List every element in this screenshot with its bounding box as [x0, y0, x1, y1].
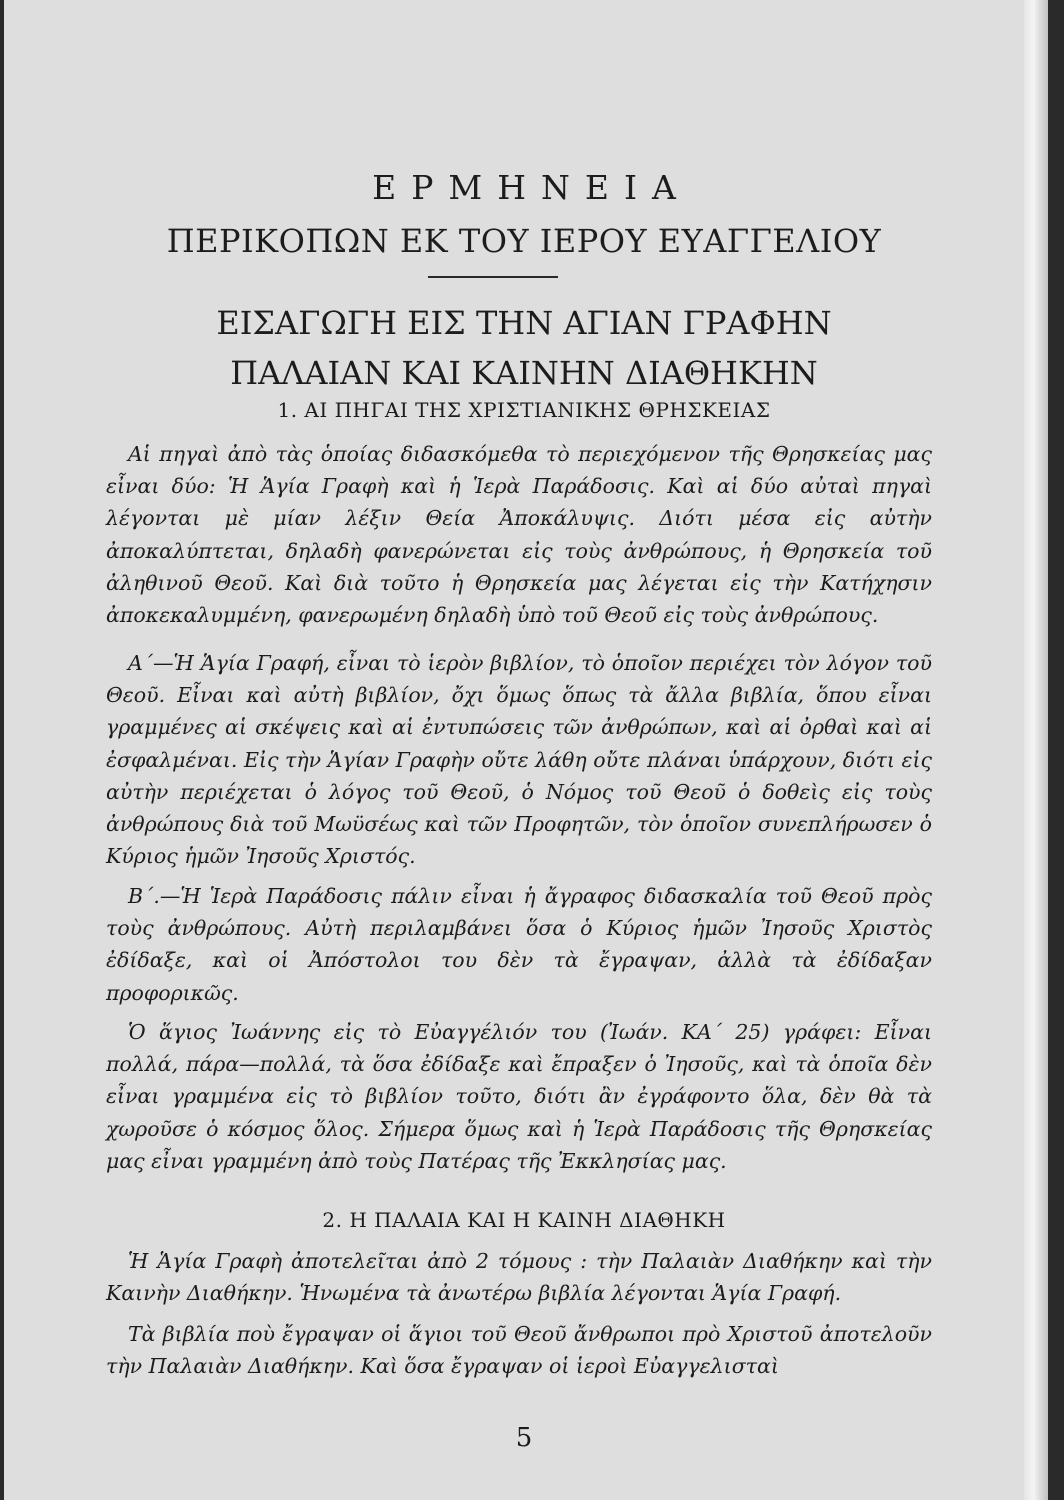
- paragraph: Β΄.—Ἡ Ἱερὰ Παράδοσις πάλιν εἶναι ἡ ἄγραφος διδασκαλία τοῦ Θεοῦ πρὸς τοὺς ἀνθρώπους. Αὐτὴ περιλαμβάνει ὅσα ὁ Κύριος ἡμῶν Ἰησοῦς Χριστὸς ἐδίδαξε, καὶ οἱ Ἀπόστολοι του δὲν τὰ ἔγραψαν, ἀλλὰ τὰ ἐδίδαξαν προφορικῶς.: [106, 884, 932, 1005]
- paragraph: Α΄—Ἡ Ἁγία Γραφή, εἶναι τὸ ἱερὸν βιβλίον, τὸ ὁποῖον περιέχει τὸν λόγον τοῦ Θεοῦ. Εἶναι καὶ αὐτὴ βιβλίον, ὄχι ὅμως ὅπως τὰ ἄλλα βιβλία, ὅπου εἶναι γραμμένες αἱ σκέψεις καὶ αἱ ἐντυπώσεις τῶν ἀνθρώπων, καὶ αἱ ὀρθαὶ καὶ αἱ ἐσφαλμέναι. Εἰς τὴν Ἁγίαν Γραφὴν οὔτε λάθη οὔτε πλάναι ὑπάρχουν, διότι εἰς αὐτὴν περιέχεται ὁ λόγος τοῦ Θεοῦ, ὁ Νόμος τοῦ Θεοῦ ὁ δοθεὶς εἰς τοὺς ἀνθρώπους διὰ τοῦ Μωϋσέως καὶ τῶν Προφητῶν, τὸν ὁποῖον συνεπλήρωσεν ὁ Κύριος ἡμῶν Ἰησοῦς Χριστός.: [106, 651, 932, 869]
- paragraph: Ὁ ἅγιος Ἰωάννης εἰς τὸ Εὐαγγέλιόν του (Ἰωάν. ΚΑ΄ 25) γράφει: Εἶναι πολλά, πάρα—πολλά, τὰ ὅσα ἐδίδαξε καὶ ἔπραξεν ὁ Ἰησοῦς, καὶ τὰ ὁποῖα δὲν εἶναι γραμμένα εἰς τὸ βιβλίον τοῦτο, διότι ἂν ἐγράφοντο ὅλα, δὲν θὰ τὰ χωροῦσε ὁ κόσμος ὅλος. Σήμερα ὅμως καὶ ἡ Ἱερὰ Παράδοσις τῆς Θρησκείας μας εἶναι γραμμένη ἀπὸ τοὺς Πατέρας τῆς Ἐκκλησίας μας.: [106, 1020, 932, 1173]
- intro-subtitle: ΠΑΛΑΙΑΝ ΚΑΙ ΚΑΙΝΗΝ ΔΙΑΘΗΚΗΝ: [230, 354, 818, 392]
- page-subtitle: ΠΕΡΙΚΟΠΩΝ ΕΚ ΤΟΥ ΙΕΡΟΥ ΕΥΑΓΓΕΛΙΟΥ: [166, 222, 882, 260]
- paragraph: Ἡ Ἁγία Γραφὴ ἀποτελεῖται ἀπὸ 2 τόμους : τὴν Παλαιὰν Διαθήκην καὶ τὴν Καινὴν Διαθήκην. Ἡνωμένα τὰ ἀνωτέρω βιβλία λέγονται Ἁγία Γραφή.: [106, 1249, 932, 1306]
- section-1-heading: 1. ΑΙ ΠΗΓΑΙ ΤΗΣ ΧΡΙΣΤΙΑΝΙΚΗΣ ΘΡΗΣΚΕΙΑΣ: [277, 398, 771, 422]
- page-title: ΕΡΜΗΝΕΙΑ: [372, 168, 691, 207]
- paragraph: Αἱ πηγαὶ ἀπὸ τὰς ὁποίας διδασκόμεθα τὸ περιεχόμενον τῆς Θρησκείας μας εἶναι δύο: Ἡ Ἁγία Γραφὴ καὶ ἡ Ἱερὰ Παράδοσις. Καὶ αἱ δύο αὐταὶ πηγαὶ λέγονται μὲ μίαν λέξιν Θεία Ἀποκάλυψις. Διότι μέσα εἰς αὐτὴν ἀποκαλύπτεται, δηλαδὴ φανερώνεται εἰς τοὺς ἀνθρώπους, ἡ Θρησκεία τοῦ ἀληθινοῦ Θεοῦ. Καὶ διὰ τοῦτο ἡ Θρησκεία μας λέγεται εἰς τὴν Κατήχησιν ἀποκεκαλυμμένη, φανερωμένη δηλαδὴ ὑπὸ τοῦ Θεοῦ εἰς τοὺς ἀνθρώπους.: [106, 442, 932, 628]
- book-page: [4, 0, 1044, 1500]
- paragraph: Τὰ βιβλία ποὺ ἔγραψαν οἱ ἅγιοι τοῦ Θεοῦ ἄνθρωποι πρὸ Χριστοῦ ἀποτελοῦν τὴν Παλαιὰν Διαθήκην. Καὶ ὅσα ἔγραψαν οἱ ἱεροὶ Εὐαγγελισταὶ: [106, 1322, 932, 1379]
- section-2-heading: 2. Η ΠΑΛΑΙΑ ΚΑΙ Η ΚΑΙΝΗ ΔΙΑΘΗΚΗ: [322, 1208, 726, 1232]
- page-number: 5: [515, 1423, 533, 1453]
- intro-title: ΕΙΣΑΓΩΓΗ ΕΙΣ ΤΗΝ ΑΓΙΑΝ ΓΡΑΦΗΝ: [216, 304, 832, 342]
- title-divider: [428, 276, 558, 278]
